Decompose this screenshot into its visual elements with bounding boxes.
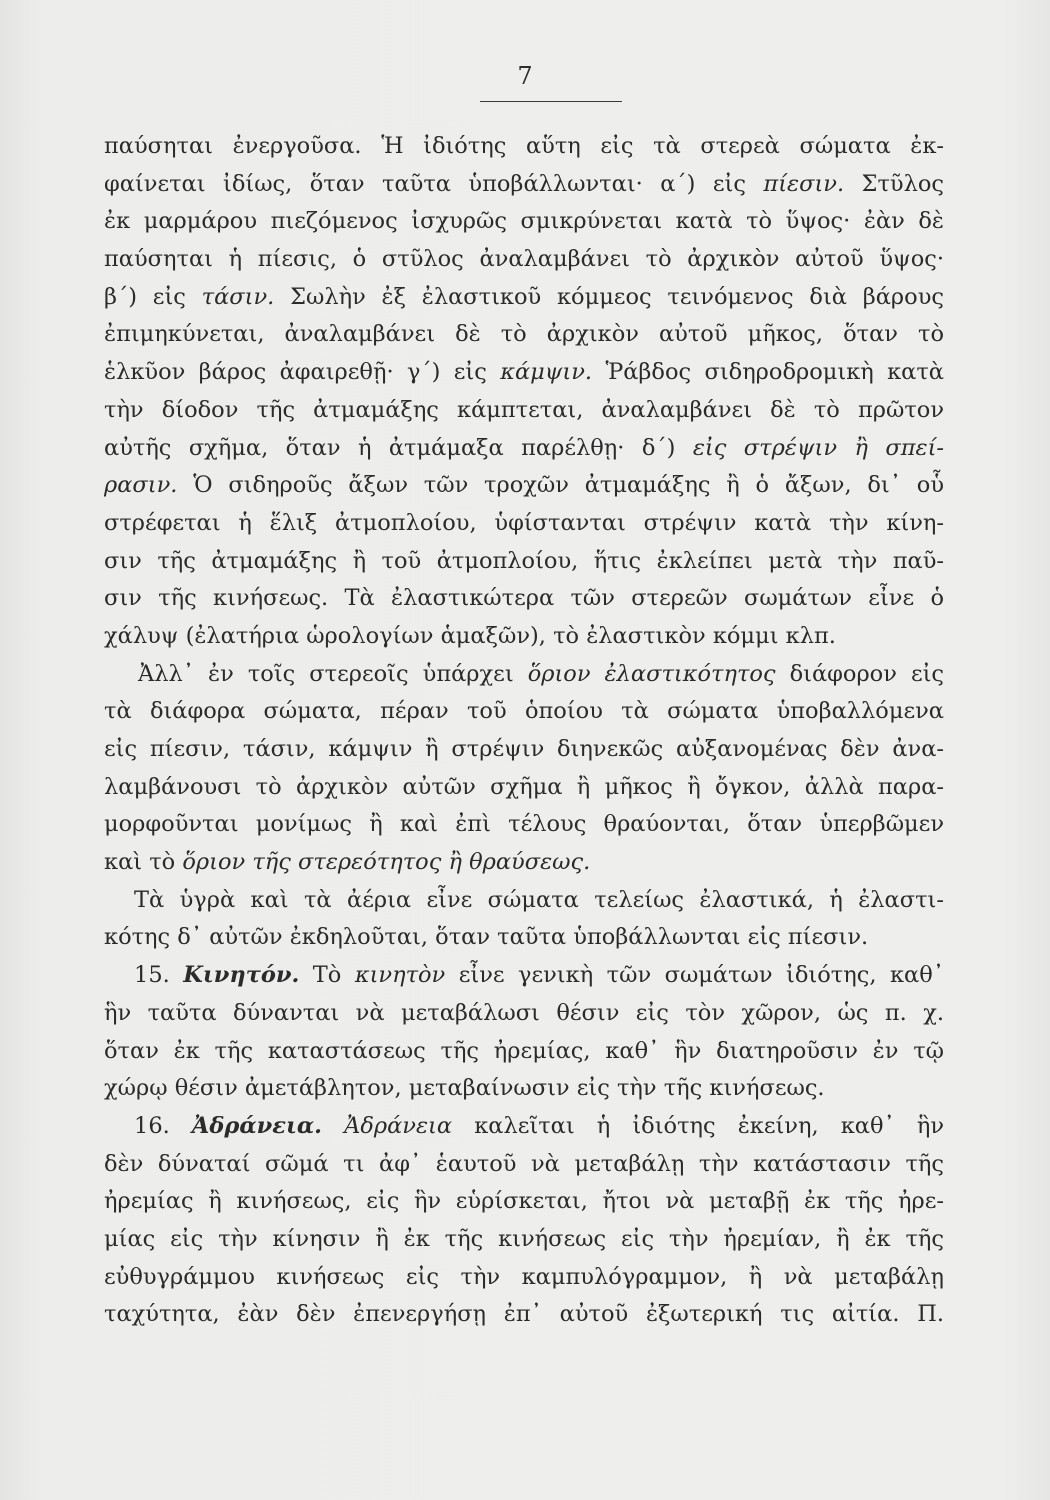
text-line: ἠρεμίας ἢ κινήσεως, εἰς ἣν εὑρίσκεται, ἤτοι νὰ μεταβῇ ἐκ τῆς ἠρε- bbox=[104, 1188, 944, 1215]
header-rule bbox=[480, 101, 622, 102]
section-heading-line: 16. Ἀδράνεια. Ἀδράνεια καλεῖται ἡ ἰδιότης ἐκείνη, καθ᾽ ἣν bbox=[134, 1112, 944, 1139]
text-line: εἰς πίεσιν, τάσιν, κάμψιν ἢ στρέψιν διηνεκῶς αὐξανομένας δὲν ἀνα- bbox=[104, 736, 944, 762]
text-line: δὲν δύναταί σῶμά τι ἀφ᾽ ἑαυτοῦ νὰ μεταβάλῃ τὴν κατάστασιν τῆς bbox=[104, 1150, 944, 1177]
text-line: λαμβάνουσι τὸ ἀρχικὸν αὐτῶν σχῆμα ἢ μῆκος ἢ ὄγκον, ἀλλὰ παρα- bbox=[104, 773, 944, 800]
text-line: αὐτῆς σχῆμα, ὅταν ἡ ἀτμάμαξα παρέλθῃ· δ´) εἰς στρέψιν ἢ σπεί- bbox=[104, 434, 944, 461]
section-title: Κινητόν. bbox=[183, 962, 300, 989]
text-line: καὶ τὸ ὅριον τῆς στερεότητος ἢ θραύσεως. bbox=[104, 849, 591, 876]
text-line: κότης δ᾽ αὐτῶν ἐκδηλοῦται, ὅταν ταῦτα ὑποβάλλωνται εἰς πίεσιν. bbox=[104, 924, 869, 951]
text-line: στρέφεται ἡ ἕλιξ ἀτμοπλοίου, ὑφίστανται στρέψιν κατὰ τὴν κίνη- bbox=[104, 509, 944, 536]
text-line: Ἀλλ᾽ ἐν τοῖς στερεοῖς ὑπάρχει ὅριον ἐλαστικότητος διάφορον εἰς bbox=[138, 660, 944, 687]
text-line: φαίνεται ἰδίως, ὅταν ταῦτα ὑποβάλλωνται· α´) εἰς πίεσιν. Στῦλος bbox=[104, 170, 944, 197]
text-line: σιν τῆς ἀτμαμάξης ἢ τοῦ ἀτμοπλοίου, ἥτις ἐκλείπει μετὰ τὴν παῦ- bbox=[104, 547, 944, 574]
text-line: ἐπιμηκύνεται, ἀναλαμβάνει δὲ τὸ ἀρχικὸν αὐτοῦ μῆκος, ὅταν τὸ bbox=[104, 321, 944, 348]
text-line: χάλυψ (ἐλατήρια ὡρολογίων ἁμαξῶν), τὸ ἐλαστικὸν κόμμι κλπ. bbox=[104, 622, 836, 649]
text-line: Τὰ ὑγρὰ καὶ τὰ ἀέρια εἶνε σώματα τελείως ἐλαστικά, ἡ ἐλαστι- bbox=[134, 886, 944, 913]
text-line: ταχύτητα, ἐὰν δὲν ἐπενεργήσῃ ἐπ᾽ αὐτοῦ ἐξωτερική τις αἰτία. Π. bbox=[104, 1301, 944, 1328]
page-number: 7 bbox=[517, 62, 533, 90]
text-line: παύσηται ἐνεργοῦσα. Ἡ ἰδιότης αὕτη εἰς τὰ στερεὰ σώματα ἐκ- bbox=[104, 133, 944, 159]
text-line: μίας εἰς τὴν κίνησιν ἢ ἐκ τῆς κινήσεως εἰς τὴν ἠρεμίαν, ἢ ἐκ τῆς bbox=[104, 1225, 944, 1252]
text-line: β´) εἰς τάσιν. Σωλὴν ἐξ ἐλαστικοῦ κόμμεος τεινόμενος διὰ βάρους bbox=[104, 283, 944, 310]
body-text bbox=[104, 128, 944, 1334]
text-line: ἑλκῦον βάρος ἀφαιρεθῇ· γ´) εἰς κάμψιν. Ῥάβδος σιδηροδρομικὴ κατὰ bbox=[104, 359, 944, 386]
text-line: τὰ διάφορα σώματα, πέραν τοῦ ὁποίου τὰ σώματα ὑποβαλλόμενα bbox=[104, 698, 944, 725]
text-line: σιν τῆς κινήσεως. Τὰ ἐλαστικώτερα τῶν στερεῶν σωμάτων εἶνε ὁ bbox=[104, 585, 944, 612]
text-line: τὴν δίοδον τῆς ἀτμαμάξης κάμπτεται, ἀναλαμβάνει δὲ τὸ πρῶτον bbox=[104, 396, 944, 423]
section-title: Ἀδράνεια. bbox=[191, 1112, 322, 1139]
text-line: εὐθυγράμμου κινήσεως εἰς τὴν καμπυλόγραμμον, ἢ νὰ μεταβάλῃ bbox=[104, 1263, 944, 1290]
text-line: μορφοῦνται μονίμως ἢ καὶ ἐπὶ τέλους θραύονται, ὅταν ὑπερβῶμεν bbox=[104, 811, 944, 838]
text-line: χώρῳ θέσιν ἀμετάβλητον, μεταβαίνωσιν εἰς τὴν τῆς κινήσεως. bbox=[104, 1075, 825, 1102]
text-line: παύσηται ἡ πίεσις, ὁ στῦλος ἀναλαμβάνει τὸ ἀρχικὸν αὐτοῦ ὕψος· bbox=[104, 246, 944, 273]
section-heading-line: 15. Κινητόν. Τὸ κινητὸν εἶνε γενικὴ τῶν σωμάτων ἰδιότης, καθ᾽ bbox=[134, 962, 944, 989]
text-line: ὅταν ἐκ τῆς καταστάσεως τῆς ἠρεμίας, καθ᾽ ἣν διατηροῦσιν ἐν τῷ bbox=[104, 1037, 944, 1064]
text-line: ἣν ταῦτα δύνανται νὰ μεταβάλωσι θέσιν εἰς τὸν χῶρον, ὡς π. χ. bbox=[104, 999, 944, 1026]
text-line: ρασιν. Ὁ σιδηροῦς ἄξων τῶν τροχῶν ἀτμαμάξης ἢ ὁ ἄξων, δι᾽ οὗ bbox=[104, 472, 944, 499]
text-line: ἐκ μαρμάρου πιεζόμενος ἰσχυρῶς σμικρύνεται κατὰ τὸ ὕψος· ἐὰν δὲ bbox=[104, 208, 944, 235]
